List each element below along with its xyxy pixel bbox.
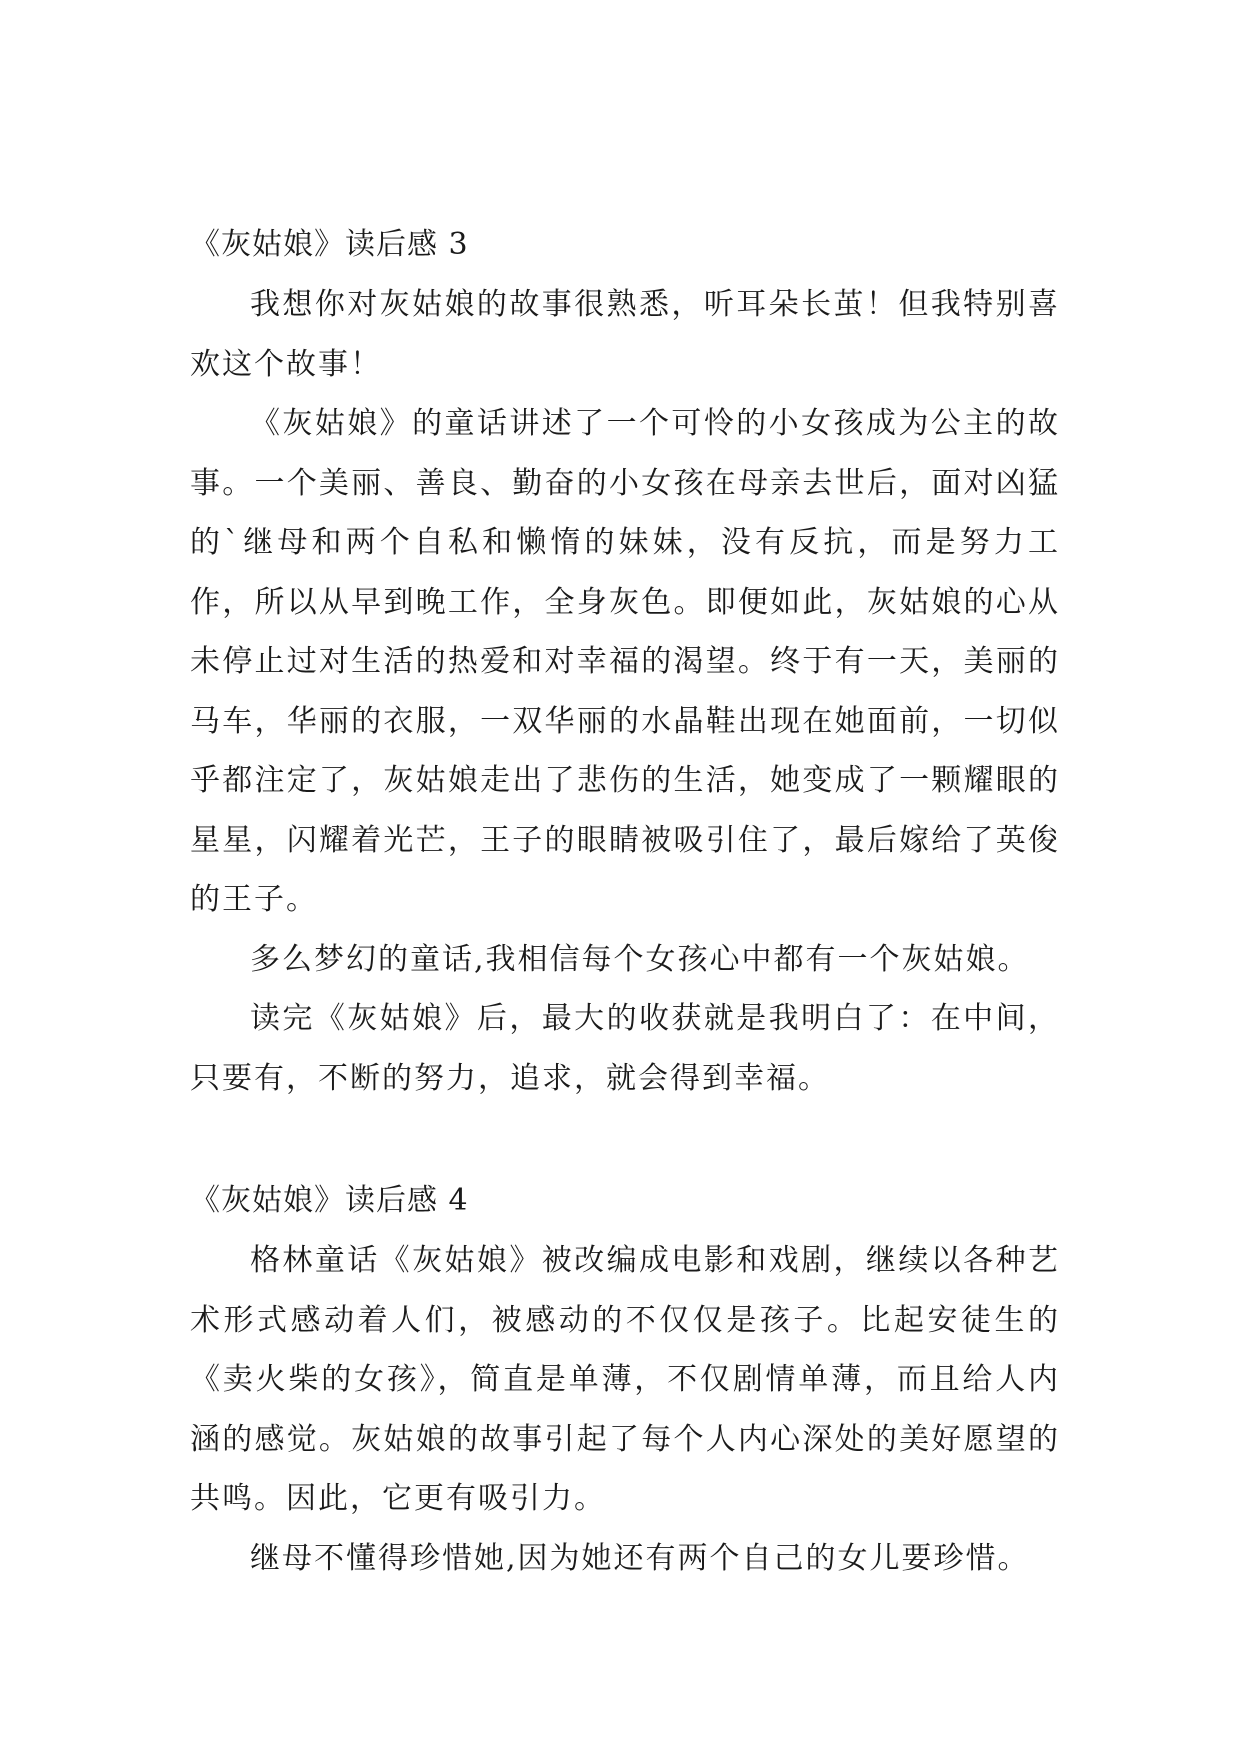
- paragraph: 我想你对灰姑娘的故事很熟悉，听耳朵长茧！但我特别喜欢这个故事！: [190, 287, 1060, 382]
- paragraph: 继母不懂得珍惜她,因为她还有两个自己的女儿要珍惜。: [250, 1540, 1030, 1576]
- section-title: 《灰姑娘》读后感 4: [190, 1183, 469, 1218]
- essay-section-4: [190, 1171, 1060, 1588]
- paragraph: 《灰姑娘》的童话讲述了一个可怜的小女孩成为公主的故事。一个美丽、善良、勤奋的小女孩在母亲去世后，面对凶猛的`继母和两个自私和懒惰的妹妹，没有反抗，而是努力工作，所以从早到晚工作，全身灰色。即便如此，灰姑娘的心从未停止过对生活的热爱和对幸福的渴望。终于有一天，美丽的马车，华丽的衣服，一双华丽的水晶鞋出现在她面前，一切似乎都注定了，灰姑娘走出了悲伤的生活，她变成了一颗耀眼的星星，闪耀着光芒，王子的眼睛被吸引住了，最后嫁给了英俊的王子。: [190, 406, 1060, 917]
- paragraph: 多么梦幻的童话,我相信每个女孩心中都有一个灰姑娘。: [250, 941, 1030, 977]
- section-title: 《灰姑娘》读后感 3: [190, 227, 469, 262]
- essay-section-3: [190, 215, 1060, 1108]
- paragraph: 格林童话《灰姑娘》被改编成电影和戏剧，继续以各种艺术形式感动着人们，被感动的不仅仅是孩子。比起安徒生的《卖火柴的女孩》，简直是单薄，不仅剧情单薄，而且给人内涵的感觉。灰姑娘的故事引起了每个人内心深处的美好愿望的共鸣。因此，它更有吸引力。: [190, 1243, 1060, 1516]
- document-page: [190, 215, 1060, 1588]
- paragraph: 读完《灰姑娘》后，最大的收获就是我明白了：在中间，只要有，不断的努力，追求，就会得到幸福。: [190, 1001, 1060, 1096]
